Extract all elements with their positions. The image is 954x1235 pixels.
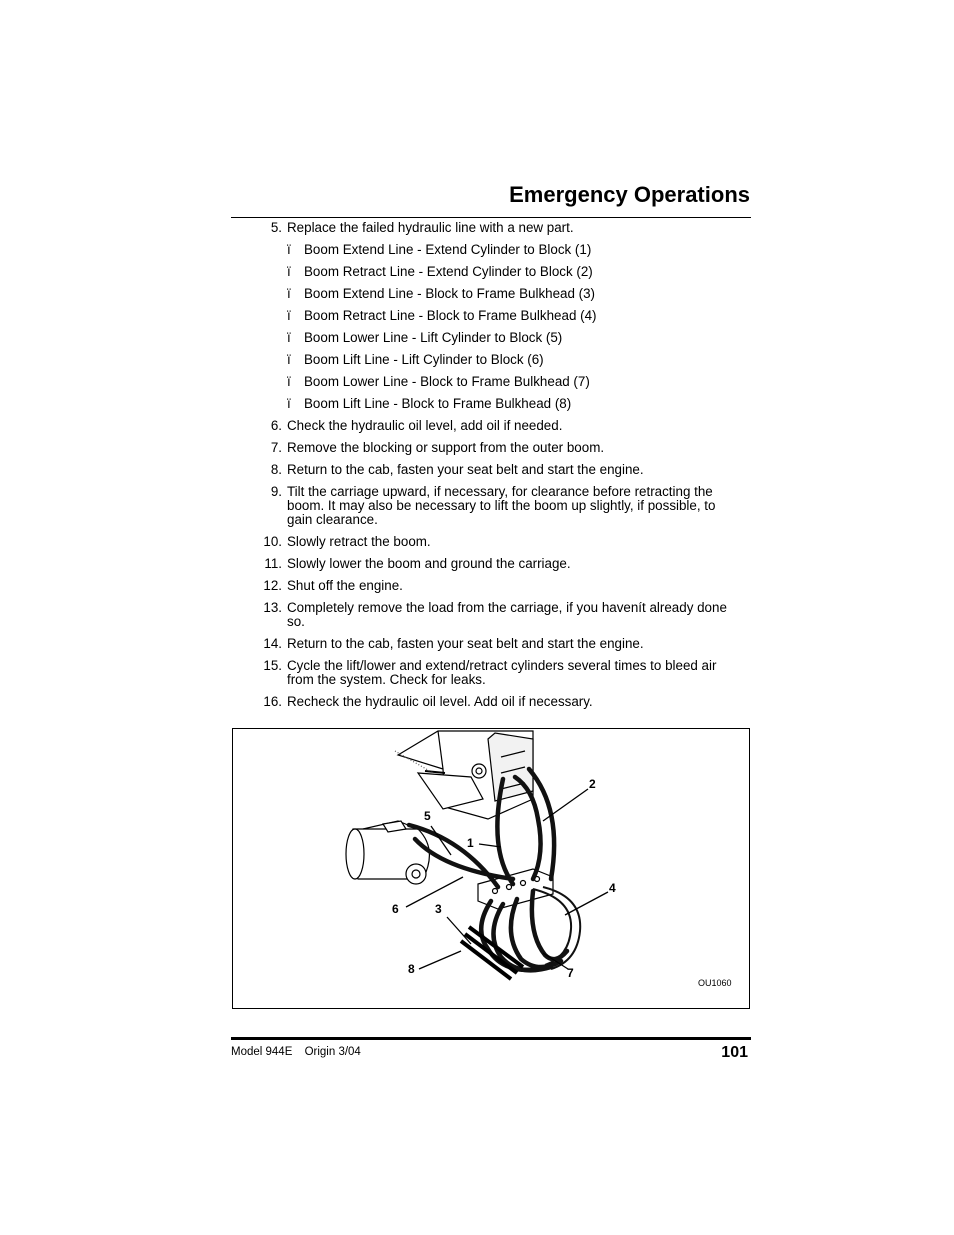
bullet-item xyxy=(231,397,751,411)
step-text-line: Slowly lower the boom and ground the carriage. xyxy=(287,556,571,571)
bullet-mark: ï xyxy=(287,242,291,257)
bullet-text: Boom Lower Line - Block to Frame Bulkhead (7) xyxy=(304,374,590,389)
bullet-mark: ï xyxy=(287,286,291,301)
bullet-text: Boom Extend Line - Extend Cylinder to Block (1) xyxy=(304,242,592,257)
bullet-text: Boom Extend Line - Block to Frame Bulkhead (3) xyxy=(304,286,596,301)
step-item xyxy=(231,419,751,433)
callout-label: 5 xyxy=(424,809,431,823)
step-number: 6. xyxy=(270,418,282,433)
step-text-line: gain clearance. xyxy=(287,512,378,527)
step-text-line: Return to the cab, fasten your seat belt and start the engine. xyxy=(287,636,644,651)
callout-label: 1 xyxy=(467,836,474,850)
model-label: Model 944E xyxy=(231,1046,293,1058)
step-number: 14. xyxy=(263,636,282,651)
step-number: 10. xyxy=(263,534,282,549)
step-number: 11. xyxy=(264,556,282,571)
bullet-text: Boom Retract Line - Block to Frame Bulkhead (4) xyxy=(304,308,597,323)
step-item xyxy=(231,695,751,709)
step-item xyxy=(231,579,751,593)
step-item xyxy=(231,637,751,651)
step-text-line: Shut off the engine. xyxy=(287,578,403,593)
callout-label: 7 xyxy=(567,966,574,980)
bullet-mark: ï xyxy=(287,308,291,323)
step-text-line: Recheck the hydraulic oil level. Add oil if necessary. xyxy=(287,694,593,709)
step-number: 15. xyxy=(263,658,282,673)
page-number: 101 xyxy=(721,1044,748,1061)
step-text-line: Slowly retract the boom. xyxy=(287,534,431,549)
step-number: 8. xyxy=(270,462,282,477)
step-text-line: Tilt the carriage upward, if necessary, for clearance before retracting the xyxy=(287,484,713,499)
bullet-mark: ï xyxy=(287,330,291,345)
step-item xyxy=(231,535,751,549)
step-item xyxy=(231,221,751,235)
step-number: 5. xyxy=(270,220,282,235)
step-text-line: Completely remove the load from the carriage, if you havenít already done xyxy=(287,600,727,615)
bullet-item xyxy=(231,375,751,389)
bullet-item xyxy=(231,243,751,257)
bullet-mark: ï xyxy=(287,396,291,411)
step-item xyxy=(231,485,751,527)
footer-info xyxy=(231,1046,370,1058)
bullet-item xyxy=(231,353,751,367)
step-item xyxy=(231,601,751,629)
step-text: Replace the failed hydraulic line with a new part. xyxy=(287,220,574,235)
figure-code: OU1060 xyxy=(698,978,732,988)
bullet-item xyxy=(231,309,751,323)
origin-label: Origin 3/04 xyxy=(304,1046,361,1058)
replacement-line-list xyxy=(231,243,751,411)
bullet-item xyxy=(231,287,751,301)
step-text-line: from the system. Check for leaks. xyxy=(287,672,486,687)
step-text-line: Check the hydraulic oil level, add oil if needed. xyxy=(287,418,563,433)
hydraulic-lines-illustration xyxy=(233,729,749,1008)
bullet-text: Boom Retract Line - Extend Cylinder to Block (2) xyxy=(304,264,593,279)
bullet-item xyxy=(231,331,751,345)
step-text-line: Return to the cab, fasten your seat belt and start the engine. xyxy=(287,462,644,477)
bullet-item xyxy=(231,265,751,279)
header-rule xyxy=(231,217,751,218)
bullet-text: Boom Lift Line - Block to Frame Bulkhead (8) xyxy=(304,396,572,411)
step-number: 9. xyxy=(270,484,282,499)
step-item xyxy=(231,557,751,571)
bullet-mark: ï xyxy=(287,264,291,279)
callout-label: 3 xyxy=(435,902,442,916)
step-item xyxy=(231,441,751,455)
step-text-line: so. xyxy=(287,614,305,629)
step-text-line: boom. It may also be necessary to lift the boom up slightly, if possible, to xyxy=(287,498,716,513)
step-text-line: Remove the blocking or support from the outer boom. xyxy=(287,440,605,455)
bullet-text: Boom Lift Line - Lift Cylinder to Block (6) xyxy=(304,352,544,367)
step-number: 16. xyxy=(263,694,282,709)
bullet-text: Boom Lower Line - Lift Cylinder to Block (5) xyxy=(304,330,563,345)
step-number: 7. xyxy=(270,440,282,455)
step-item xyxy=(231,659,751,687)
callout-label: 2 xyxy=(589,777,596,791)
step-number: 13. xyxy=(263,600,282,615)
hydraulic-lines-figure xyxy=(232,728,750,1009)
step-text-line: Cycle the lift/lower and extend/retract cylinders several times to bleed air xyxy=(287,658,717,673)
page-title: Emergency Operations xyxy=(509,182,750,207)
procedure-steps xyxy=(231,220,751,709)
step-number: 12. xyxy=(263,578,282,593)
step-item xyxy=(231,463,751,477)
callout-label: 6 xyxy=(392,902,399,916)
bullet-mark: ï xyxy=(287,352,291,367)
callout-label: 8 xyxy=(408,962,415,976)
callout-label: 4 xyxy=(609,881,616,895)
step-list xyxy=(231,419,751,709)
bullet-mark: ï xyxy=(287,374,291,389)
footer-rule xyxy=(231,1037,751,1040)
